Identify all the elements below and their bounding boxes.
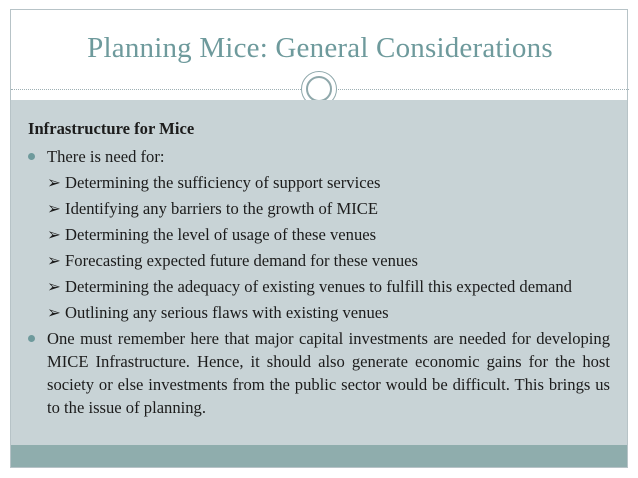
inner-circle	[306, 76, 332, 102]
slide	[10, 9, 628, 468]
sub-item: ➢ Determining the adequacy of existing venues to fulfill this expected demand	[47, 277, 572, 296]
content-panel	[11, 100, 627, 445]
sub-item: ➢ Determining the sufficiency of support services	[47, 173, 381, 192]
bullet-item	[28, 327, 610, 419]
sub-item: ➢ Identifying any barriers to the growth of MICE	[47, 199, 378, 218]
section-heading: Infrastructure for Mice	[28, 119, 195, 138]
sub-item: ➢ Outlining any serious flaws with existing venues	[47, 303, 389, 322]
slide-title: Planning Mice: General Considerations	[87, 32, 553, 64]
bullet-text: One must remember here that major capital investments are needed for developing MICE Infrastructure. Hence, it should also generate economic gains for the host society or else investments from the public sector would be difficult. This brings us to the issue of planning.	[47, 329, 610, 417]
round-bullet-icon	[28, 335, 35, 342]
round-bullet-icon	[28, 153, 35, 160]
bottom-bar	[11, 445, 627, 467]
slide-content	[28, 117, 610, 422]
bullet-text: There is need for:	[47, 147, 165, 166]
sub-item: ➢ Forecasting expected future demand for these venues	[47, 251, 418, 270]
sub-item: ➢ Determining the level of usage of these venues	[47, 225, 377, 244]
bullet-item	[28, 145, 610, 168]
